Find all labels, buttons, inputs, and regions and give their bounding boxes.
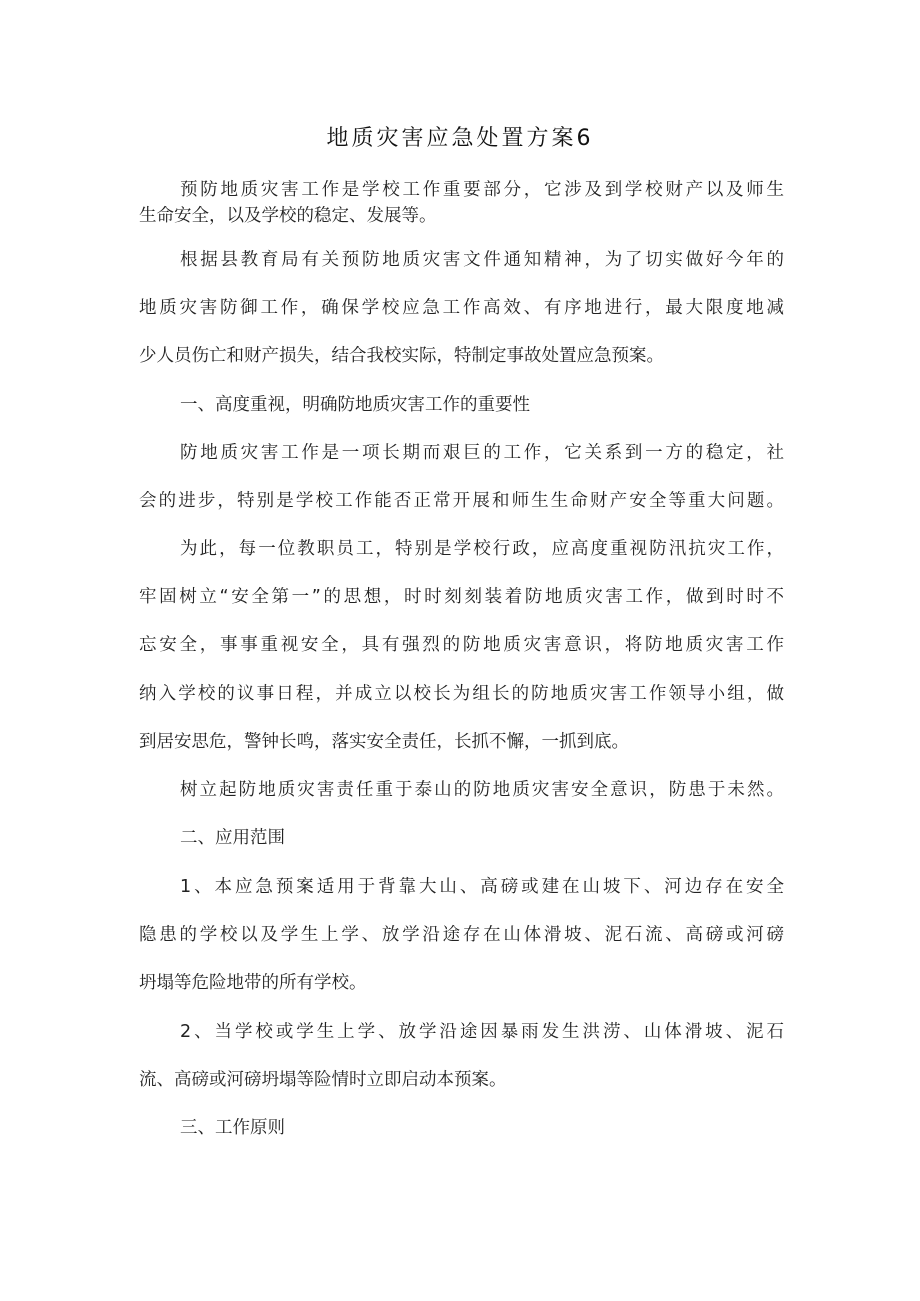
text-line: 地质灾害防御工作，确保学校应急工作高效、有序地进行，最大限度地减: [139, 298, 784, 318]
text-line: 会的进步，特别是学校工作能否正常开展和师生生命财产安全等重大问题。: [139, 491, 784, 511]
text-line: 2、当学校或学生上学、放学沿途因暴雨发生洪涝、山体滑坡、泥石: [180, 1022, 784, 1042]
text-line: 一、高度重视，明确防地质灾害工作的重要性: [180, 395, 530, 415]
text-line: 隐患的学校以及学生上学、放学沿途存在山体滑坡、泥石流、高磅或河磅: [139, 925, 784, 945]
text-line: 生命安全，以及学校的稳定、发展等。: [139, 206, 437, 226]
document-title: 地质灾害应急处置方案6: [326, 126, 594, 151]
text-line: 流、高磅或河磅坍塌等险情时立即启动本预案。: [139, 1070, 507, 1090]
text-line: 纳入学校的议事日程，并成立以校长为组长的防地质灾害工作领导小组，做: [139, 684, 784, 704]
text-line: 三、工作原则: [180, 1118, 285, 1138]
text-line: 坍塌等危险地带的所有学校。: [139, 973, 367, 993]
text-line: 二、应用范围: [180, 828, 285, 848]
text-line: 少人员伤亡和财产损失，结合我校实际，特制定事故处置应急预案。: [139, 346, 664, 366]
text-line: 预防地质灾害工作是学校工作重要部分，它涉及到学校财产以及师生: [180, 180, 784, 200]
text-line: 树立起防地质灾害责任重于泰山的防地质灾害安全意识，防患于未然。: [180, 780, 784, 800]
text-line: 根据县教育局有关预防地质灾害文件通知精神，为了切实做好今年的: [180, 250, 784, 270]
text-line: 忘安全，事事重视安全，具有强烈的防地质灾害意识，将防地质灾害工作: [139, 635, 784, 655]
text-line: 1、本应急预案适用于背靠大山、高磅或建在山坡下、河边存在安全: [180, 877, 784, 897]
text-line: 为此，每一位教职员工，特别是学校行政，应高度重视防汛抗灾工作，: [180, 539, 784, 559]
text-line: 牢固树立“安全第一”的思想，时时刻刻装着防地质灾害工作，做到时时不: [139, 587, 784, 607]
text-line: 防地质灾害工作是一项长期而艰巨的工作，它关系到一方的稳定，社: [180, 443, 784, 463]
text-line: 到居安思危，警钟长鸣，落实安全责任，长抓不懈，一抓到底。: [139, 732, 629, 752]
